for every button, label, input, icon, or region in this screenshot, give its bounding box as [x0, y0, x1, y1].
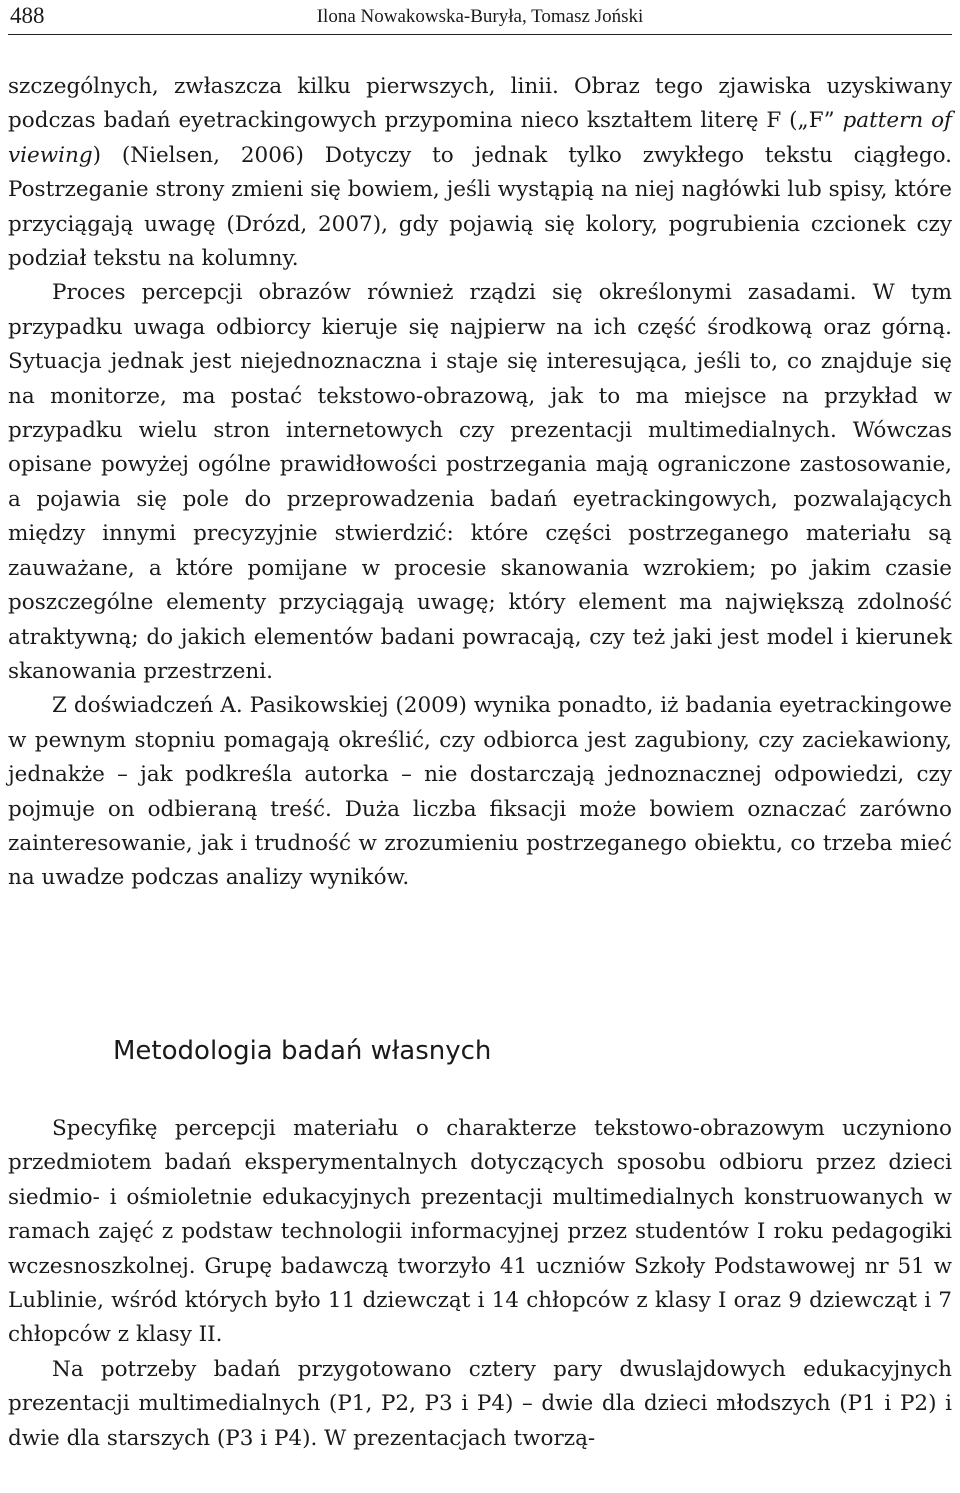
- body-text-bottom: [8, 1112, 952, 1456]
- paragraph: Specyfikę percepcji materiału o charakterze tekstowo-obrazowym uczyniono przedmiotem badań eksperymentalnych dotyczących sposobu odbioru przez dzieci siedmio- i ośmioletnie edukacyjnych prezentacji multimedialnych konstruowanych w ramach zajęć z podstaw technologii informacyjnej przez studentów I roku pedagogiki wczesnoszkolnej. Grupę badawczą tworzyło 41 uczniów Szkoły Podstawowej nr 51 w Lublinie, wśród których było 11 dziewcząt i 14 chłopców z klasy I oraz 9 dziewcząt i 7 chłopców z klasy II.: [8, 1116, 952, 1348]
- paragraph: Na potrzeby badań przygotowano cztery pary dwuslajdowych edukacyjnych prezentacji multimedialnych (P1, P2, P3 i P4) – dwie dla dzieci młodszych (P1 i P2) i dwie dla starszych (P3 i P4). W prezentacjach tworzą-: [8, 1356, 952, 1451]
- running-head-authors: Ilona Nowakowska-Buryła, Tomasz Joński: [316, 6, 644, 27]
- running-head: [8, 0, 952, 35]
- paragraph: Z doświadczeń A. Pasikowskiej (2009) wynika ponadto, iż badania eyetrackingowe w pewnym stopniu pomagają określić, czy odbiorca jest zagubiony, czy zaciekawiony, jednakże – jak podkreśla autorka – nie dostarczają jednoznacznej odpowiedzi, czy pojmuje on odbieraną treść. Duża liczba fiksacji może bowiem oznaczać zarówno zainteresowanie, jak i trudność w zrozumieniu postrzeganego obiektu, co trzeba mieć na uwadze podczas analizy wyników.: [8, 693, 952, 891]
- italic-term: pattern of viewing: [8, 108, 952, 168]
- paragraph-text: szczególnych, zwłaszcza kilku pierwszych, linii. Obraz tego zjawiska uzyskiwany podczas badań eyetrackingowych przypomina nieco kształtem literę F („F”: [8, 74, 952, 134]
- paragraph: Proces percepcji obrazów również rządzi się określonymi zasadami. W tym przypadku uwaga odbiorcy kieruje się najpierw na ich część środkową oraz górną. Sytuacja jednak jest niejednoznaczna i staje się interesująca, jeśli to, co znajduje się na monitorze, ma postać tekstowo-obrazową, jak to ma miejsce na przykład w przypadku wielu stron internetowych czy prezentacji multimedialnych. Wówczas opisane powyżej ogólne prawidłowości postrzegania mają ograniczone zastosowanie, a pojawia się pole do przeprowadzenia badań eyetrackingowych, pozwalających między innymi precyzyjnie stwierdzić: które części postrzeganego materiału są zauważane, a które pomijane w procesie skanowania wzrokiem; po jakim czasie poszczególne elementy przyciągają uwagę; który element ma największą zdolność atraktywną; do jakich elementów badani powracają, czy też jaki jest model i kierunek skanowania przestrzeni.: [8, 280, 952, 684]
- paragraph: [8, 70, 952, 276]
- paragraph-text: ) (Nielsen, 2006) Dotyczy to jednak tylko zwykłego tekstu ciągłego. Postrzeganie strony zmieni się bowiem, jeśli wystąpią na niej nagłówki lub spisy, które przyciągają uwagę (Drózd, 2007), gdy pojawią się kolory, pogrubienia czcionek czy podział tekstu na kolumny.: [8, 142, 952, 272]
- page-number: 488: [10, 3, 45, 28]
- section-heading: Metodologia badań własnych: [113, 1036, 492, 1066]
- body-text-top: [8, 70, 952, 896]
